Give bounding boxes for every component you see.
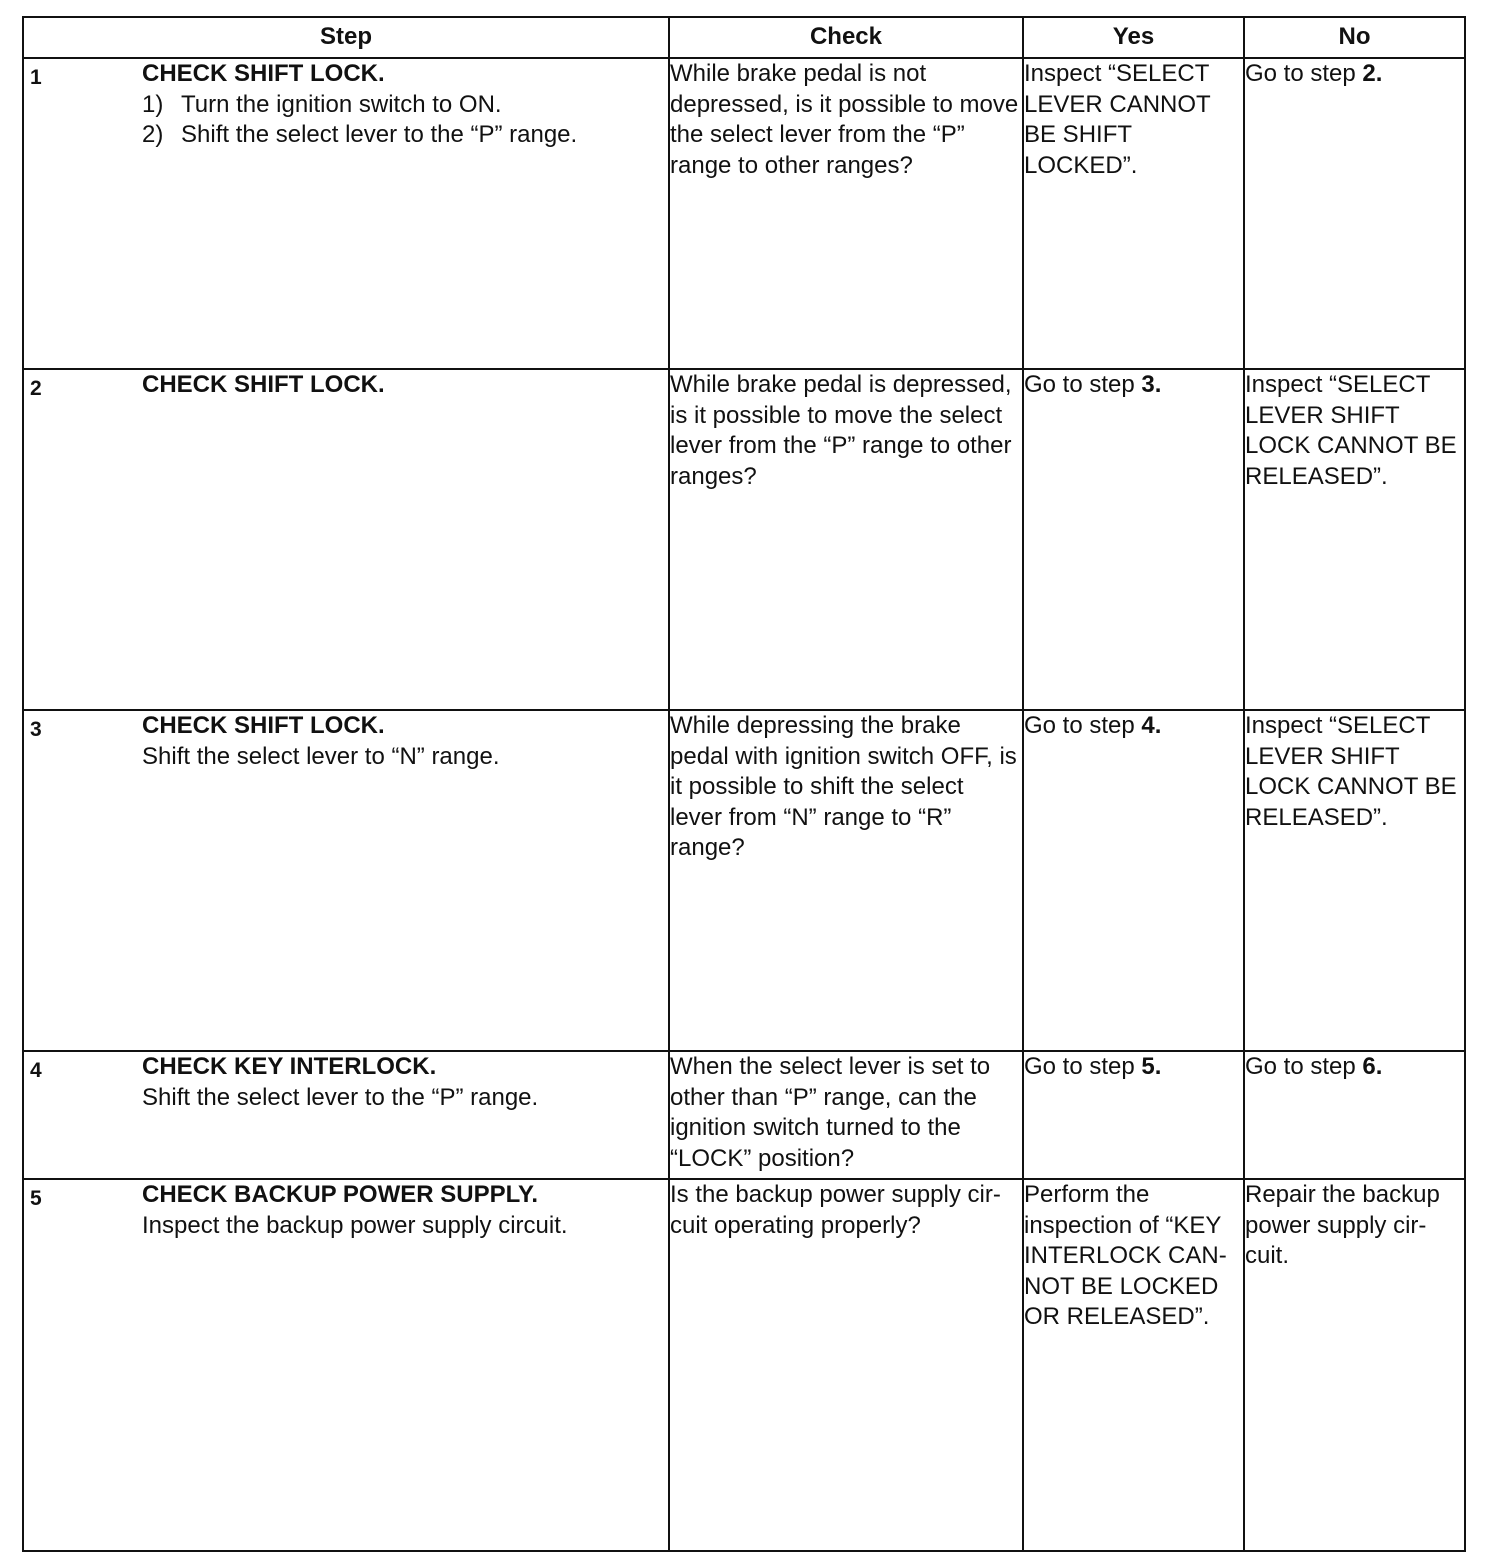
yes-cell (1023, 710, 1244, 1051)
no-line: cuit. (1245, 1242, 1290, 1269)
no-cell (1244, 58, 1465, 369)
header-row (23, 17, 1465, 58)
table-row (23, 710, 1465, 1051)
header-no: No (1244, 17, 1465, 58)
yes-line: OR RELEASED”. (1024, 1303, 1210, 1330)
step-title: CHECK KEY INTERLOCK. (142, 1053, 437, 1080)
check-line: cuit operating properly? (670, 1211, 921, 1239)
no-suffix: . (1375, 60, 1383, 87)
step-cell (23, 1179, 669, 1551)
no-line: power supply cir- (1245, 1211, 1427, 1239)
no-step-ref: 6 (1362, 1053, 1376, 1080)
no-line: Repair the backup (1245, 1181, 1440, 1208)
header-step: Step (23, 17, 669, 58)
step-number: 2 (30, 377, 42, 400)
no-cell (1244, 1179, 1465, 1551)
yes-cell (1023, 1179, 1244, 1551)
yes-text: Go to step (1024, 1053, 1142, 1080)
step-number: 5 (30, 1187, 42, 1210)
yes-step-ref: 5 (1141, 1053, 1155, 1080)
yes-step-ref: 3 (1141, 371, 1155, 398)
header-yes: Yes (1023, 17, 1244, 58)
step-cell (23, 710, 669, 1051)
substep-number: 2) (142, 121, 164, 148)
yes-line: INTERLOCK CAN- (1024, 1242, 1227, 1269)
no-cell: Inspect “SELECT LEVER SHIFT LOCK CANNOT BE RELEASED”. (1244, 710, 1465, 1051)
no-text: Go to step (1245, 1053, 1363, 1080)
table-row (23, 369, 1465, 710)
substep-text: Turn the ignition switch to ON. (181, 90, 502, 118)
step-description: Shift the select lever to the “P” range. (142, 1083, 539, 1111)
no-step-ref: 2 (1362, 60, 1376, 87)
step-title: CHECK SHIFT LOCK. (142, 712, 385, 739)
check-cell: While brake pedal is not depressed, is it possible to move the select lever from the “P” range to other ranges? (669, 58, 1023, 369)
yes-cell (1023, 1051, 1244, 1179)
no-text: Go to step (1245, 60, 1363, 87)
yes-line: inspection of “KEY (1024, 1211, 1222, 1239)
step-number: 4 (30, 1059, 42, 1082)
step-cell (23, 369, 669, 710)
yes-text: Go to step (1024, 371, 1142, 398)
yes-text: Go to step (1024, 712, 1142, 739)
step-number: 1 (30, 66, 42, 89)
no-suffix: . (1375, 1053, 1383, 1080)
table-row (23, 1179, 1465, 1551)
step-cell (23, 1051, 669, 1179)
yes-suffix: . (1154, 1053, 1162, 1080)
step-description: Inspect the backup power supply circuit. (142, 1211, 568, 1239)
yes-suffix: . (1154, 712, 1162, 739)
table-row (23, 1051, 1465, 1179)
check-cell (669, 1179, 1023, 1551)
yes-suffix: . (1154, 371, 1162, 398)
yes-line: NOT BE LOCKED (1024, 1272, 1219, 1300)
substep-number: 1) (142, 90, 164, 118)
check-line: Is the backup power supply cir- (670, 1181, 1001, 1208)
step-description: Shift the select lever to “N” range. (142, 742, 500, 770)
no-cell (1244, 1051, 1465, 1179)
yes-line: Perform the (1024, 1181, 1150, 1208)
yes-cell: Inspect “SELECT LEVER CANNOT BE SHIFT LOCKED”. (1023, 58, 1244, 369)
diagnostic-table (22, 16, 1466, 1552)
step-number: 3 (30, 718, 42, 741)
header-check: Check (669, 17, 1023, 58)
no-cell: Inspect “SELECT LEVER SHIFT LOCK CANNOT BE RELEASED”. (1244, 369, 1465, 710)
check-cell: While depressing the brake pedal with ignition switch OFF, is it possible to shift the select lever from “N” range to “R” range? (669, 710, 1023, 1051)
substep-text: Shift the select lever to the “P” range. (181, 121, 578, 148)
yes-cell (1023, 369, 1244, 710)
step-title: CHECK BACKUP POWER SUPPLY. (142, 1181, 539, 1208)
step-cell (23, 58, 669, 369)
table-row (23, 58, 1465, 369)
step-title: CHECK SHIFT LOCK. (142, 371, 385, 398)
step-title: CHECK SHIFT LOCK. (142, 60, 385, 87)
yes-step-ref: 4 (1141, 712, 1155, 739)
check-cell: When the select lever is set to other than “P” range, can the ignition switch turned to the “LOCK” position? (669, 1051, 1023, 1179)
check-cell: While brake pedal is depressed, is it possible to move the select lever from the “P” range to other ranges? (669, 369, 1023, 710)
